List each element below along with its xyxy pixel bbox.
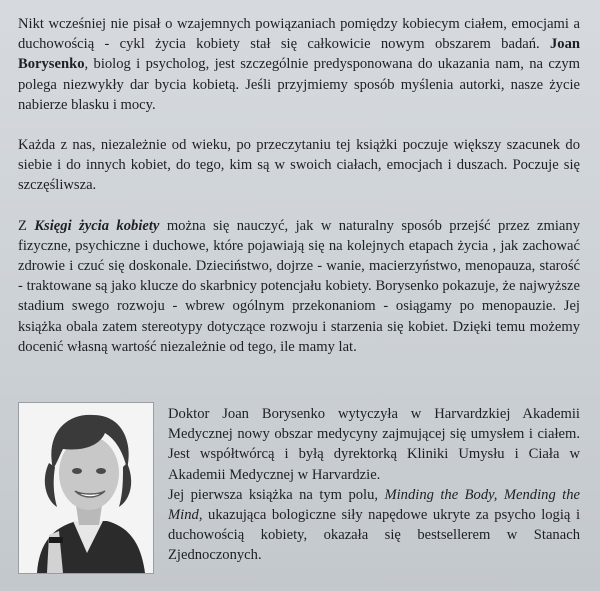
bio-text-start: Jej pierwsza książka na tym polu,	[168, 486, 385, 503]
paragraph-gap	[18, 196, 580, 216]
author-portrait-image	[19, 403, 153, 573]
intro-paragraph	[18, 14, 580, 115]
book-paragraph-body: można się nauczyć, jak w naturalny sposób przejść przez zmiany fizyczne, psychiczne i duchowe, które pojawiają się na kolejnych etapach życia , jak zachować zdrowie i czuć się doskonale. Dzieciństwo, dojrze - wanie, macierzyństwo, menopauza, starość - traktowane są jako klucze do skarbnicy potencjału kobiety. Borysenko pokazuje, że najwyższe stadium swego rozwoju - wbrew ogólnym przekonaniom - osiągamy po menopauzie. Jej książka obala zatem stereotypy dotyczące rozwoju i starzenia się kobiet. Dzięki temu możemy docenić własną wartość niezależnie od tego, ile mamy lat.	[18, 217, 580, 355]
book-title: Księgi życia kobiety	[34, 217, 160, 234]
author-name: Joan Borysenko	[18, 36, 580, 73]
paragraph-gap	[18, 115, 580, 135]
intro-text-start: Nikt wcześniej nie pisał o wzajemnych powiązaniach pomiędzy kobiecym ciałem, emocjami a duchowością - cykl życia kobiety stał się całkowicie nowym obszarem badań.	[18, 16, 580, 53]
reader-paragraph: Każda z nas, niezależnie od wieku, po przeczytaniu tej książki poczuje większy szacunek do siebie i do innych kobiet, do tego, kim są w swoich ciałach, emocjach i duszach. Poczuje się szczęśliwsza.	[18, 137, 580, 194]
intro-text-end: , biolog i psycholog, jest szczególnie predysponowana do ukazania nam, na czym polega niezwykły dar bycia kobietą. Jeśli przyjmiemy sposób myślenia autorki, nasze życie nabierze blasku i mocy.	[18, 56, 580, 113]
bio-text-end: , ukazująca bologiczne siły napędowe ukryte za psycho logią i duchowością kobiety, okazała się bestsellerem w Stanach Zjednoczonych.	[168, 507, 580, 564]
author-bio-text	[168, 404, 580, 566]
author-photo	[18, 402, 154, 574]
book-paragraph	[18, 216, 580, 357]
first-book-title: Minding the Body, Mending the Mind	[168, 486, 580, 524]
book-paragraph-prefix: Z	[18, 217, 35, 234]
bio-paragraph-1: Doktor Joan Borysenko wytyczyła w Harvardzkiej Akademii Medycznej nowy obszar medycyny zajmującej się umysłem i ciałem. Jest współtwórcą i byłą dyrektorką Kliniki Umysłu i Ciała w Akademii Medycznej w Harvardzie.	[168, 406, 580, 483]
bio-paragraph-2	[168, 485, 580, 566]
author-bio-section	[18, 402, 580, 582]
